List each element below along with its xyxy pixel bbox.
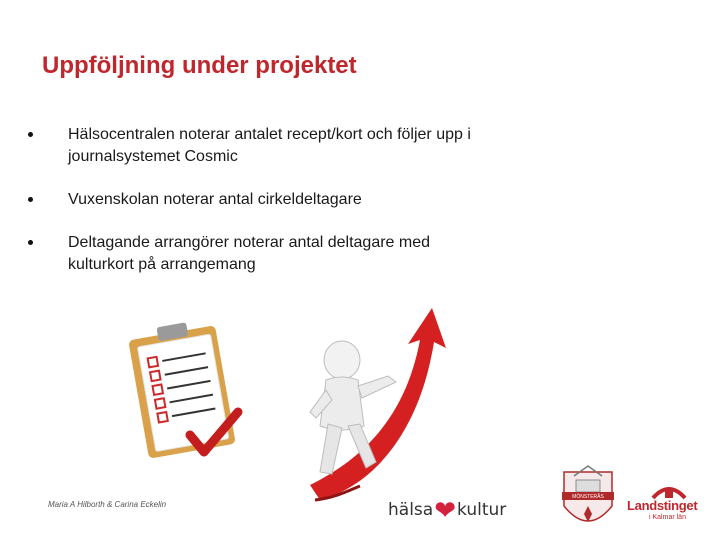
bullet-item [28, 124, 568, 168]
coat-of-arms-icon [556, 462, 620, 538]
figure-on-arrow-icon [310, 308, 446, 500]
illustration [120, 300, 450, 505]
slide-title: Uppföljning under projektet [42, 52, 357, 79]
landstinget-sub: i Kalmar län [649, 514, 686, 521]
bullet-text-line: Vuxenskolan noterar antal cirkeldeltagare [68, 191, 362, 208]
bullet-list [28, 124, 568, 297]
halsa-kultur-logo [388, 492, 506, 524]
author-credit: Maria A Hilborth & Carina Eckelin [48, 500, 167, 509]
seal-text: MÖNSTERÅS [572, 494, 604, 500]
bullet-text-line: Deltagande arrangörer noterar antal deltagare med [68, 234, 431, 251]
bullet-text-line: Hälsocentralen noterar antalet recept/kort och följer upp i [68, 126, 471, 143]
bullet-item [28, 189, 568, 211]
bullet-dot [28, 197, 33, 202]
logo-word-kultur: kultur [457, 500, 507, 520]
landstinget-logo [627, 482, 717, 532]
logo-word-halsa: hälsa [388, 500, 434, 520]
bullet-text-line: kulturkort på arrangemang [68, 256, 256, 273]
bullet-dot [28, 132, 33, 137]
heart-icon: ❤ [434, 496, 456, 526]
bullet-dot [28, 240, 33, 245]
bullet-text-line: journalsystemet Cosmic [68, 148, 238, 165]
bullet-item [28, 232, 568, 276]
landstinget-name: Landstinget [627, 498, 698, 513]
